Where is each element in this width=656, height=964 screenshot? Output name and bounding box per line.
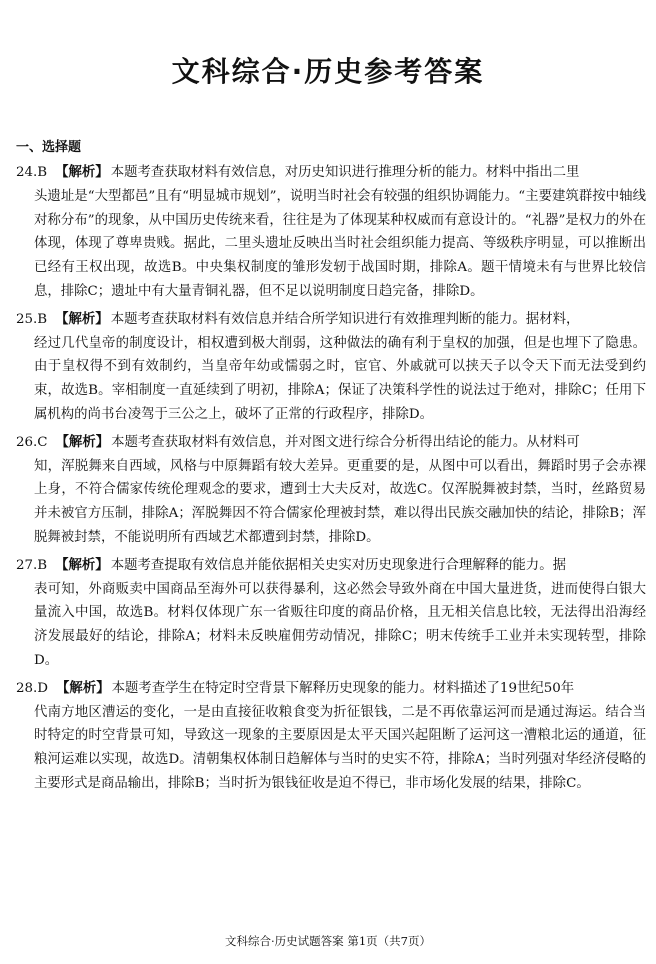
analysis-tag: 【解析】 xyxy=(56,680,110,696)
answer-letter: B xyxy=(37,165,48,180)
answer-item-26 xyxy=(16,431,646,550)
answer-item-27 xyxy=(16,554,646,673)
analysis-tag: 【解析】 xyxy=(55,434,110,450)
answer-letter: D xyxy=(37,680,49,696)
analysis-text-first: 本题考查获取材料有效信息，并对图文进行综合分析得出结论的能力。从材料可 xyxy=(111,434,580,450)
answer-letter: C xyxy=(37,434,48,450)
analysis-text-first: 本题考查获取材料有效信息，对历史知识进行推理分析的能力。材料中指出二里 xyxy=(110,165,580,180)
analysis-tag: 【解析】 xyxy=(55,311,109,327)
analysis-text-rest: 表可知，外商贩卖中国商品至海外可以获得暴利，这必然会导致外商在中国大量进货，进而使得白银大量流入中国，故选B。材料仅体现广东一省贩往印度的商品价格，且无相关信息比较，无法得出沿海经济发展最好的结论，排除A；材料未反映雇佣劳动情况，排除C；明末传统手工业并未实现转型，排除D。 xyxy=(34,581,646,668)
answer-item-28 xyxy=(16,677,646,796)
answer-letter: B xyxy=(37,311,48,327)
question-number: 24. xyxy=(16,165,38,180)
analysis-tag: 【解析】 xyxy=(55,557,109,573)
answer-item-25 xyxy=(16,308,646,427)
answer-letter: B xyxy=(37,557,48,573)
section-heading: 一、选择题 xyxy=(16,140,82,155)
answer-list xyxy=(16,161,646,796)
analysis-text-rest: 知，浑脱舞来自西域，风格与中原舞蹈有较大差异。更重要的是，从图中可以看出，舞蹈时男子会赤裸上身，不符合儒家传统伦理观念的要求，遭到士大夫反对，故选C。仅浑脱舞被封禁，当时，丝路贸易并未被官方压制，排除A；浑脱舞因不符合儒家伦理被封禁，难以得出民族交融加快的结论，排除B；浑脱舞被封禁，不能说明所有西域艺术都遭到封禁，排除D。 xyxy=(34,458,646,545)
page-footer: 文科综合·历史试题答案 第1页（共7页） xyxy=(225,934,431,948)
analysis-text-first: 本题考查学生在特定时空背景下解释历史现象的能力。材料描述了19世纪50年 xyxy=(111,680,575,696)
analysis-text-rest: 头遗址是“大型都邑”且有“明显城市规划”，说明当时社会有较强的组织协调能力。“主要建筑群按中轴线对称分布”的现象，从中国历史传统来看，往往是为了体现某种权威而有意设计的。“礼器”是权力的外在体现，体现了尊卑贵贱。据此，二里头遗址反映出当时社会组织能力提高、等级秩序明显，可以推断出已经有王权出现，故选B。中央集权制度的雏形发轫于战国时期，排除A。题干情境未有与世界比较信息，排除C；遗址中有大量青铜礼器，但不足以说明制度日趋完备，排除D。 xyxy=(34,188,646,299)
analysis-text-first: 本题考查提取有效信息并能依据相关史实对历史现象进行合理解释的能力。据 xyxy=(110,557,566,573)
page-title: 文科综合·历史参考答案 xyxy=(171,55,485,88)
analysis-text-rest: 代南方地区漕运的变化，一是由直接征收粮食变为折征银钱，二是不再依靠运河而是通过海运。结合当时特定的时空背景可知，导致这一现象的主要原因是太平天国兴起阻断了运河这一漕粮北运的通道，征粮河运难以实现，故选D。清朝集权体制日趋解体与当时的史实不符，排除A；当时列强对华经济侵略的主要形式是商品输出，排除B；当时折为银钱征收是迫不得已，非市场化发展的结果，排除C。 xyxy=(34,704,646,791)
question-number: 26. xyxy=(16,434,38,450)
answer-item-24 xyxy=(16,161,646,304)
analysis-tag: 【解析】 xyxy=(55,165,109,180)
question-number: 25. xyxy=(16,311,38,327)
question-number: 27. xyxy=(16,557,38,573)
question-number: 28. xyxy=(16,680,38,696)
analysis-text-rest: 经过几代皇帝的制度设计，相权遭到极大削弱，这种做法的确有利于皇权的加强，但是也埋下了隐患。由于皇权得不到有效制约，当皇帝年幼或懦弱之时，宦官、外戚就可以挟天子以令天下而无法受到约束，故选B。宰相制度一直延续到了明初，排除A；保证了决策科学性的说法过于绝对，排除C；任用下属机构的尚书台凌驾于三公之上，破坏了正常的行政程序，排除D。 xyxy=(34,335,646,422)
analysis-text-first: 本题考查获取材料有效信息并结合所学知识进行有效推理判断的能力。据材料， xyxy=(110,311,580,327)
